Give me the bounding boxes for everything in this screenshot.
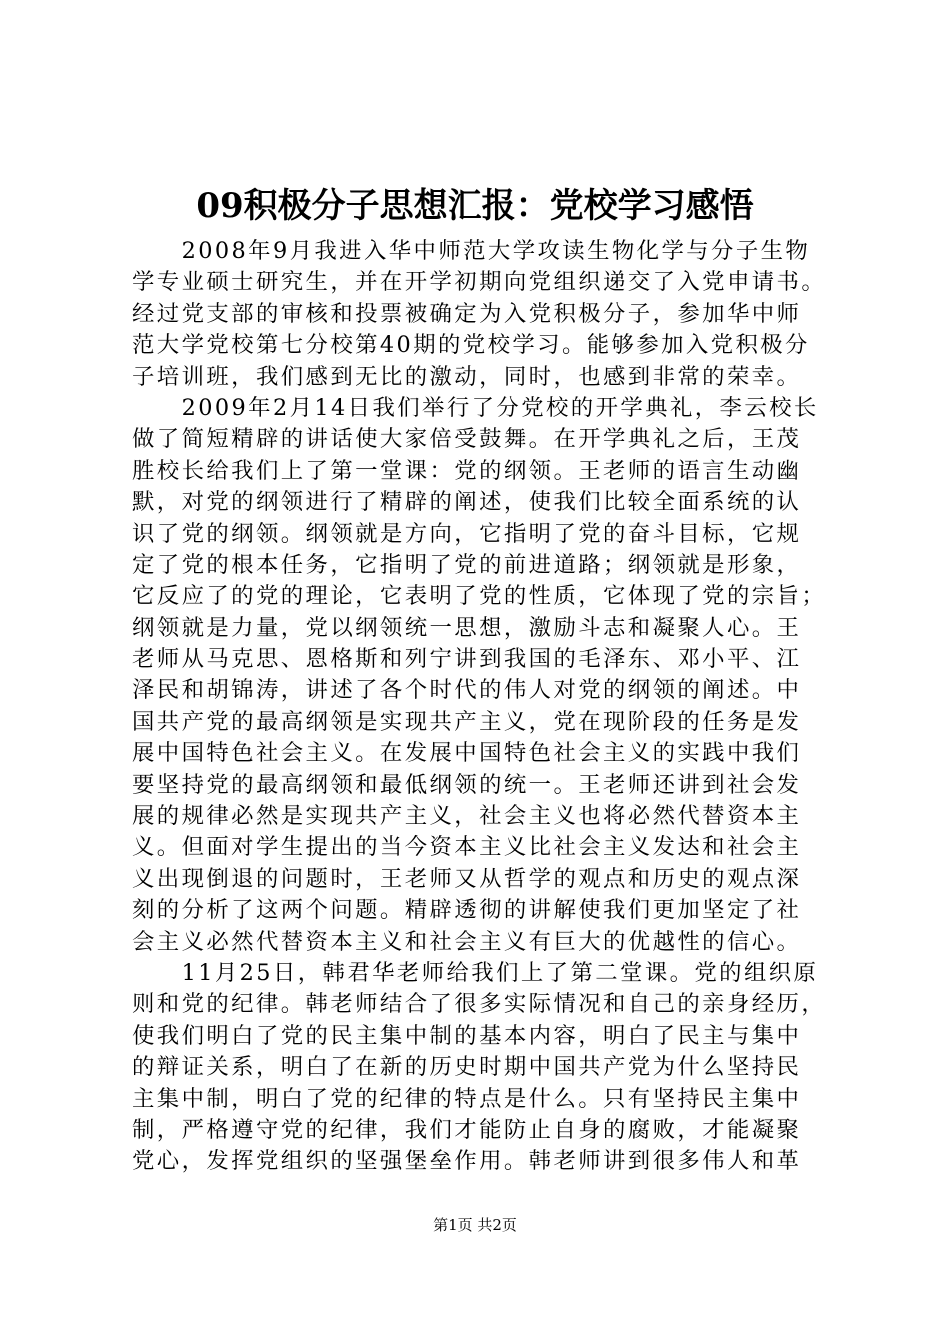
body-line: 老师从马克思、恩格斯和列宁讲到我国的毛泽东、邓小平、江 bbox=[132, 646, 802, 673]
body-line: 展的规律必然是实现共产主义，社会主义也将必然代替资本主 bbox=[132, 803, 802, 830]
body-line: 会主义必然代替资本主义和社会主义有巨大的优越性的信心。 bbox=[132, 928, 802, 955]
body-line: 党心，发挥党组织的坚强堡垒作用。韩老师讲到很多伟人和革 bbox=[132, 1148, 802, 1175]
body-line: 要坚持党的最高纲领和最低纲领的统一。王老师还讲到社会发 bbox=[132, 771, 802, 798]
body-line: 的辩证关系，明白了在新的历史时期中国共产党为什么坚持民 bbox=[132, 1054, 802, 1081]
body-line: 做了简短精辟的讲话使大家倍受鼓舞。在开学典礼之后，王茂 bbox=[132, 426, 802, 453]
body-line: 义。但面对学生提出的当今资本主义比社会主义发达和社会主 bbox=[132, 834, 802, 861]
document-title: 09积极分子思想汇报：党校学习感悟 bbox=[196, 186, 754, 226]
body-line: 子培训班，我们感到无比的激动，同时，也感到非常的荣幸。 bbox=[132, 363, 802, 390]
body-line: 国共产党的最高纲领是实现共产主义，党在现阶段的任务是发 bbox=[132, 708, 802, 735]
body-line: 则和党的纪律。韩老师结合了很多实际情况和自己的亲身经历， bbox=[132, 991, 827, 1018]
body-line: 识了党的纲领。纲领就是方向，它指明了党的奋斗目标，它规 bbox=[132, 520, 802, 547]
body-line: 制，严格遵守党的纪律，我们才能防止自身的腐败，才能凝聚 bbox=[132, 1116, 802, 1143]
body-line: 主集中制，明白了党的纪律的特点是什么。只有坚持民主集中 bbox=[132, 1085, 802, 1112]
body-line: 学专业硕士研究生，并在开学初期向党组织递交了入党申请书。 bbox=[132, 269, 827, 296]
body-line: 义出现倒退的问题时，王老师又从哲学的观点和历史的观点深 bbox=[132, 865, 802, 892]
body-line: 经过党支部的审核和投票被确定为入党积极分子，参加华中师 bbox=[132, 300, 802, 327]
body-line: 使我们明白了党的民主集中制的基本内容，明白了民主与集中 bbox=[132, 1022, 802, 1049]
body-line: 11月25日，韩君华老师给我们上了第二堂课。党的组织原 bbox=[132, 959, 819, 986]
body-line: 刻的分析了这两个问题。精辟透彻的讲解使我们更加坚定了社 bbox=[132, 897, 802, 924]
body-line: 2009年2月14日我们举行了分党校的开学典礼，李云校长 bbox=[132, 394, 819, 421]
body-line: 胜校长给我们上了第一堂课：党的纲领。王老师的语言生动幽 bbox=[132, 457, 802, 484]
body-line: 它反应了的党的理论，它表明了党的性质，它体现了党的宗旨； bbox=[132, 583, 827, 610]
document-body bbox=[132, 236, 832, 1178]
body-line: 纲领就是力量，党以纲领统一思想，激励斗志和凝聚人心。王 bbox=[132, 614, 802, 641]
body-line: 泽民和胡锦涛，讲述了各个时代的伟人对党的纲领的阐述。中 bbox=[132, 677, 802, 704]
page-footer: 第1页 共2页 bbox=[433, 1216, 517, 1234]
body-line: 范大学党校第七分校第40期的党校学习。能够参加入党积极分 bbox=[132, 332, 810, 359]
body-line: 默，对党的纲领进行了精辟的阐述，使我们比较全面系统的认 bbox=[132, 489, 802, 516]
body-line: 展中国特色社会主义。在发展中国特色社会主义的实践中我们 bbox=[132, 740, 802, 767]
body-line: 定了党的根本任务，它指明了党的前进道路；纲领就是形象， bbox=[132, 551, 802, 578]
body-line: 2008年9月我进入华中师范大学攻读生物化学与分子生物 bbox=[132, 238, 811, 264]
